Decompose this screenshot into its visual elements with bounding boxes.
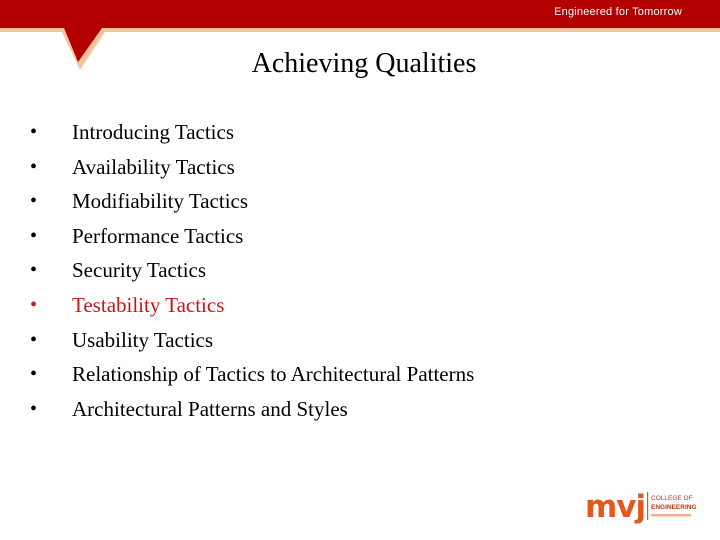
bullet-marker: • [30, 328, 38, 351]
bullet-marker: • [30, 293, 38, 316]
bullet-list [30, 117, 474, 428]
bullet-marker: • [30, 224, 38, 247]
bullet-marker: • [30, 259, 38, 282]
bullet-item [30, 117, 474, 152]
bullet-item [30, 152, 474, 187]
bullet-marker: • [30, 363, 38, 386]
bullet-text: Relationship of Tactics to Architectural Patterns [72, 362, 475, 387]
logo-mark: mvj [585, 489, 646, 525]
bullet-text: Introducing Tactics [72, 120, 235, 144]
bullet-item [30, 394, 474, 429]
bullet-text: Testability Tactics [72, 292, 225, 317]
logo-line2: ENGINEERING [651, 504, 697, 511]
bullet-text: Modifiability Tactics [72, 189, 249, 214]
bullet-text: Security Tactics [72, 258, 207, 283]
bullet-text: Performance Tactics [72, 223, 244, 248]
bullet-item [30, 255, 474, 290]
logo-separator [647, 492, 648, 520]
college-logo [585, 488, 697, 526]
bullet-item-highlighted [30, 290, 474, 325]
bullet-marker: • [30, 397, 38, 420]
bullet-marker: • [30, 155, 38, 178]
logo-line1: COLLEGE OF [651, 495, 693, 502]
bullet-item [30, 186, 474, 221]
bullet-text: Architectural Patterns and Styles [72, 396, 348, 421]
bullet-item [30, 325, 474, 360]
bullet-marker: • [30, 190, 38, 213]
logo-underline [651, 514, 691, 517]
bullet-item [30, 221, 474, 256]
bullet-text: Availability Tactics [72, 154, 235, 179]
slide-title: Achieving Qualities [251, 48, 477, 79]
bullet-marker: • [30, 121, 38, 143]
header-tagline: Engineered for Tomorrow [554, 6, 682, 18]
bullet-item [30, 359, 474, 394]
bullet-text: Usability Tactics [72, 327, 214, 352]
